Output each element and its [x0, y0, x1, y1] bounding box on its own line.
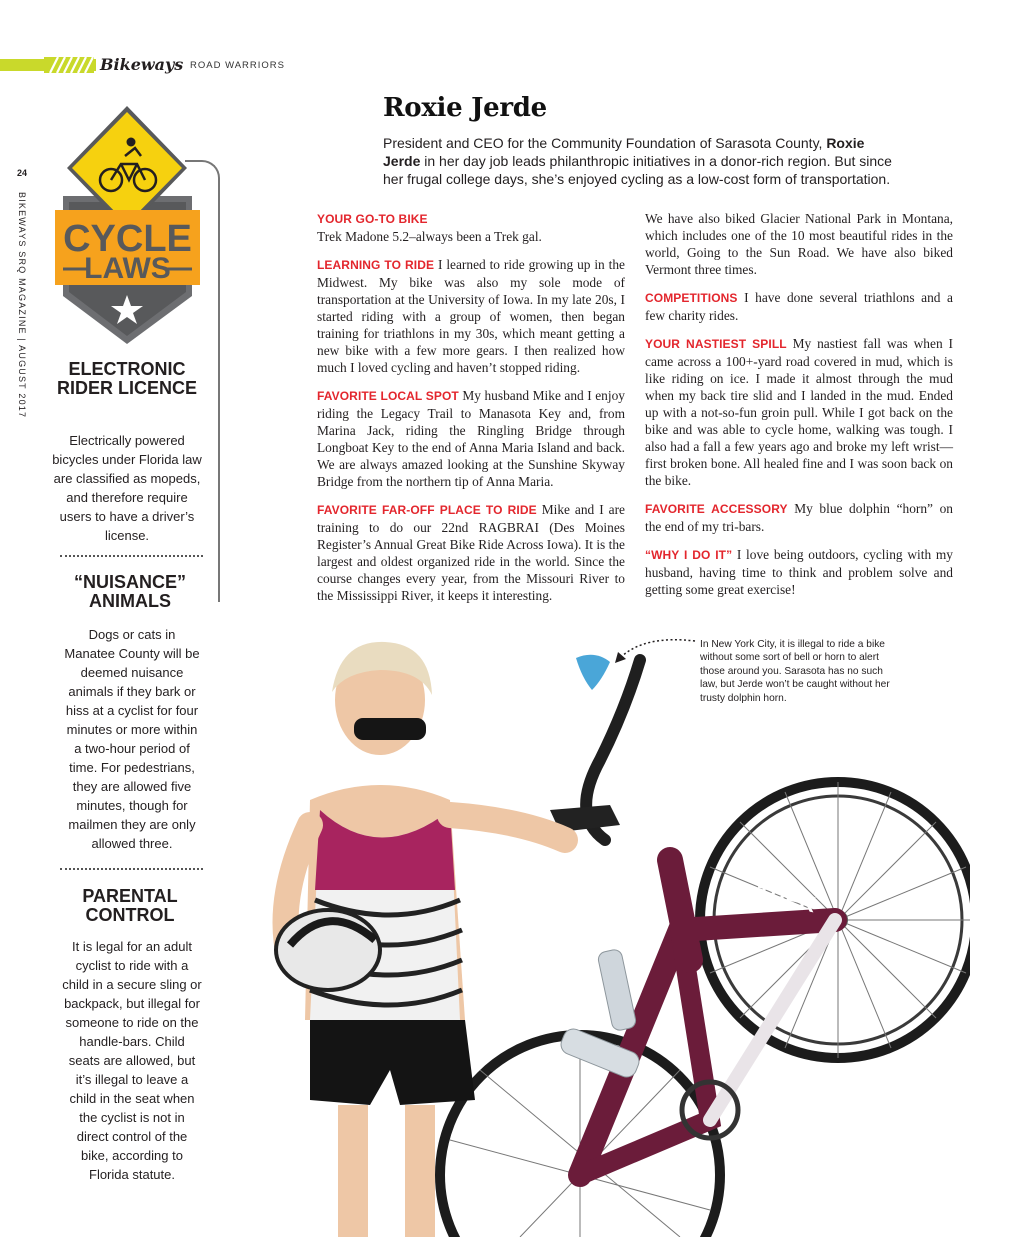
dolphin-horn-icon	[576, 655, 610, 690]
sidebar-item-body: Dogs or cats in Manatee County will be deemed nuisance animals if they bark or hiss at a cyclist for four minutes or more within a two-hour period of time. For pedestrians, they are allowed five minutes, though for mailmen they are only allowed three.	[64, 627, 200, 851]
sidebar-item-title: ELECTRONIC RIDER LICENCE	[56, 359, 197, 398]
folio-magazine-line: BIKEWAYS SRQ MAGAZINE | AUGUST 2017	[17, 192, 27, 419]
sidebar-item-body: It is legal for an adult cyclist to ride with a child in a secure sling or backpack, but illegal for someone to ride on the handle-bars. Child seats are allowed, but it’s illegal to leave a child in the seat when the cyclist is not in direct control of the bike, according to Florida statute.	[62, 939, 202, 1182]
sidebar-divider	[60, 555, 203, 557]
article-column-right	[645, 210, 953, 609]
sidebar-item-title: PARENTAL CONTROL	[82, 886, 178, 925]
qa-text: My husband Mike and I enjoy riding the Legacy Trail to Manasota Key and, from Marina Jack, riding the Ringling Bridge through Longboat Key to the end of Anna Maria Island and back. We are always amazed looking at the Sunshine Skyway Bridge from the northern tip of Anna Maria.	[317, 388, 625, 489]
badge-word-laws: LAWS	[84, 252, 171, 285]
qa-text: Trek Madone 5.2–always been a Trek gal.	[317, 229, 542, 244]
section-title: Bikeways	[100, 55, 184, 74]
qa-item	[645, 289, 953, 324]
qa-text: My blue dolphin “horn” on the end of my tri-bars.	[645, 501, 953, 534]
qa-text: I learned to ride growing up in the Midwest. My bike was also my sole mode of transportation at the University of Iowa. In my late 20s, I started riding with a group of women, then began training for triathlons in my 30s, which meant getting a new bike with a few more gears. I then realized how much I loved cycling and haven’t stopped riding.	[317, 257, 625, 375]
qa-text: My nastiest fall was when I came across a 100+-yard road covered in mud, which is like riding on ice. I made it almost through the mud when my back tire slid and I landed in the mud. Ended up with a not-so-fun groin pull. While I got back on the bike and was able to cycle home, walking was tough. I also had a fall a few years ago and broke my left wrist—first broken bone. All healed fine and I was soon back on the bike.	[645, 336, 953, 488]
badge-graphic	[55, 104, 200, 349]
water-bottle	[597, 948, 637, 1031]
qa-item	[645, 546, 953, 598]
cycling-shorts	[310, 1020, 475, 1105]
qa-label: “WHY I DO IT”	[645, 548, 733, 562]
qa-item	[317, 387, 625, 490]
rider-with-bike-photo	[250, 600, 970, 1237]
qa-label: FAVORITE FAR-OFF PLACE TO RIDE	[317, 503, 537, 517]
article-intro	[383, 134, 903, 188]
qa-label: FAVORITE LOCAL SPOT	[317, 389, 459, 403]
sidebar-item-title: “NUISANCE” ANIMALS	[73, 572, 186, 611]
photo-caption: In New York City, it is illegal to ride a bike without some sort of bell or horn to alert those around you. Sarasota has no such law, but Jerde won’t be caught without her trusty dolphin horn.	[700, 639, 890, 704]
article-column-left	[317, 210, 625, 615]
cycle-laws-badge	[55, 104, 200, 349]
qa-label: LEARNING TO RIDE	[317, 258, 435, 272]
qa-label: COMPETITIONS	[645, 291, 738, 305]
subsection-title: ROAD WARRIORS	[190, 60, 285, 71]
qa-item	[317, 256, 625, 376]
qa-text: Mike and I are training to do our 22nd RAGBRAI (Des Moines Register’s Annual Great Bike Ride Across Iowa). It is the largest and oldest organized ride in the world. Since the course changes every year, from the Missouri River to the Mississippi River, it keeps it interesting.	[317, 502, 625, 603]
intro-name: Roxie Jerde	[383, 135, 865, 169]
qa-item	[317, 501, 625, 604]
sunglasses	[354, 718, 426, 740]
qa-label: YOUR GO-TO BIKE	[317, 212, 428, 226]
qa-text: I have done several triathlons and a few charity rides.	[645, 290, 953, 323]
badge-word-cycle: CYCLE	[63, 218, 192, 260]
qa-item	[317, 210, 625, 245]
rider-figure	[276, 642, 565, 1237]
sidebar-item-body: Electrically powered bicycles under Florida law are classified as mopeds, and therefore require users to have a driver’s license.	[52, 433, 202, 543]
qa-text: I love being outdoors, cycling with my husband, having time to think and problem solve and getting some great exercise!	[645, 547, 953, 597]
qa-item	[645, 335, 953, 489]
page-number: 24	[17, 168, 28, 178]
qa-item	[645, 210, 953, 278]
intro-text: President and CEO for the Community Foundation of Sarasota County,	[383, 135, 827, 151]
qa-text: We have also biked Glacier National Park in Montana, which includes one of the 10 most beautiful rides in the world, Going to the Sun Road. We have also biked Vermont three times.	[645, 211, 953, 277]
qa-item	[645, 500, 953, 535]
frame-brand-label: TREK	[753, 880, 818, 918]
intro-text-cont: in her day job leads philanthropic initiatives in a donor-rich region. But since her frugal college days, she’s enjoyed cycling as a low-cost form of transportation.	[383, 153, 892, 187]
header-stripes-graphic	[44, 57, 94, 73]
qa-label: YOUR NASTIEST SPILL	[645, 337, 787, 351]
qa-label: FAVORITE ACCESSORY	[645, 502, 788, 516]
article-title: Roxie Jerde	[383, 93, 547, 123]
sidebar-divider	[60, 868, 203, 870]
